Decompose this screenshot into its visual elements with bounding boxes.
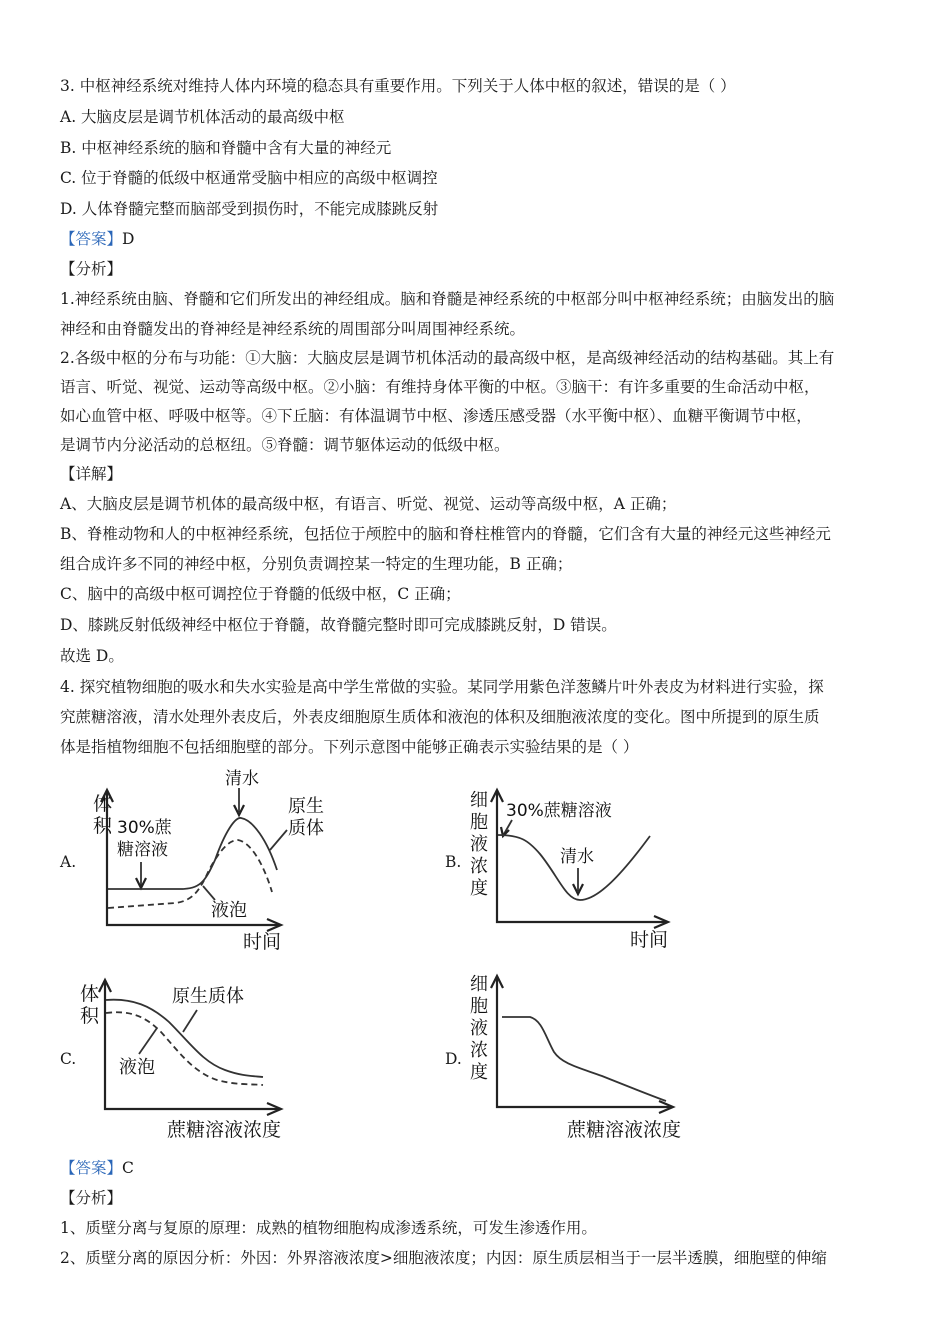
figure-c-ylabel: 积: [80, 1005, 100, 1027]
q4-analysis-line: 1、质壁分离与复原的原理：成熟的植物细胞构成渗透系统，可发生渗透作用。: [60, 1219, 597, 1237]
q3-detail-line: D、膝跳反射低级神经中枢位于脊髓，故脊髓完整时即可完成膝跳反射，D 错误。: [60, 616, 617, 634]
figure-c-label-protoplast: 原生质体: [172, 986, 244, 1007]
figure-a-ylabel: 积: [93, 815, 113, 837]
q3-option-b: B. 中枢神经系统的脑和脊髓中含有大量的神经元: [60, 139, 392, 157]
figure-d-ylabel: 度: [470, 1062, 488, 1083]
figure-a-annot-sucrose: 30%蔗: [117, 818, 172, 838]
q3-analysis-line: 语言、听觉、视觉、运动等高级中枢。②小脑：有维持身体平衡的中枢。③脑干：有许多重要的生命活动中枢，: [60, 378, 820, 396]
figure-d-xlabel: 蔗糖溶液浓度: [567, 1119, 682, 1141]
figure-c-label-vacuole: 液泡: [119, 1057, 155, 1078]
q4-answer: [60, 1158, 134, 1178]
figure-a-ylabel: 体: [93, 793, 113, 815]
answer-tag: 【答案】: [60, 1159, 123, 1177]
figure-a-pointer-vacuole: [203, 886, 215, 900]
figure-c-label: C.: [60, 1050, 77, 1068]
figure-c-pointer-protoplast: [183, 1010, 197, 1032]
answer-tag: 【答案】: [60, 230, 123, 248]
figure-b-curve: [498, 835, 650, 900]
q4-analysis-tag: 【分析】: [60, 1189, 123, 1207]
figure-a-annot-water: 清水: [225, 769, 259, 789]
q3-analysis-tag: 【分析】: [60, 260, 123, 278]
q3-analysis-line: 如心血管中枢、呼吸中枢等。④下丘脑：有体温调节中枢、渗透压感受器（水平衡中枢）、血糖平衡调节中枢，: [60, 407, 812, 425]
q4-stem-line: 究蔗糖溶液，清水处理外表皮后，外表皮细胞原生质体和液泡的体积及细胞液浓度的变化。图中所提到的原生质: [60, 708, 820, 726]
figure-d-label: D.: [445, 1050, 462, 1068]
figure-a-annot-sucrose: 糖溶液: [117, 840, 168, 860]
figure-d-ylabel: 液: [470, 1018, 488, 1039]
figure-b-ylabel: 浓: [470, 856, 488, 877]
figure-d-axes: [497, 976, 672, 1107]
answer-value: C: [122, 1159, 134, 1177]
q3-detail-line: B、脊椎动物和人的中枢神经系统，包括位于颅腔中的脑和脊柱椎管内的脊髓，它们含有大量的神经元这些神经元: [60, 525, 831, 543]
figure-d-ylabel: 浓: [470, 1040, 488, 1061]
figure-d-ylabel: 胞: [470, 996, 488, 1017]
q3-option-a: A. 大脑皮层是调节机体活动的最高级中枢: [60, 108, 345, 126]
q3-stem: 3. 中枢神经系统对维持人体内环境的稳态具有重要作用。下列关于人体中枢的叙述，错误的是（ ）: [60, 77, 736, 95]
q3-analysis-line: 1.神经系统由脑、脊髓和它们所发出的神经组成。脑和脊髓是神经系统的中枢部分叫中枢神经系统；由脑发出的脑: [60, 290, 835, 308]
figure-c-ylabel: 体: [80, 983, 100, 1005]
figure-a: [75, 770, 365, 955]
q3-detail-tag: 【详解】: [60, 465, 123, 483]
figure-a-label-protoplast: 原生: [288, 796, 324, 817]
answer-value: D: [122, 230, 135, 248]
figure-d-curve: [502, 1017, 666, 1101]
figure-c-pointer-vacuole: [139, 1028, 157, 1054]
figure-b-ylabel: 细: [470, 790, 488, 811]
figure-b-annot-sucrose: 30%蔗糖溶液: [506, 801, 612, 821]
figure-b: [462, 778, 682, 953]
q3-option-d: D. 人体脊髓完整而脑部受到损伤时，不能完成膝跳反射: [60, 200, 439, 218]
figure-b-label: B.: [445, 853, 462, 871]
q3-detail-line: 故选 D。: [60, 647, 124, 665]
figure-a-label-vacuole: 液泡: [211, 900, 247, 921]
figure-b-ylabel: 度: [470, 878, 488, 899]
figure-b-annot-water: 清水: [560, 847, 594, 867]
figure-b-xlabel: 时间: [630, 929, 669, 951]
q3-analysis-line: 2.各级中枢的分布与功能：①大脑：大脑皮层是调节机体活动的最高级中枢，是高级神经活动的结构基础。其上有: [60, 349, 835, 367]
q3-answer: [60, 229, 134, 249]
q3-option-c: C. 位于脊髓的低级中枢通常受脑中相应的高级中枢调控: [60, 169, 438, 187]
figure-b-ylabel: 胞: [470, 812, 488, 833]
figure-a-pointer-protoplast: [270, 830, 287, 850]
q4-stem-line: 4. 探究植物细胞的吸水和失水实验是高中学生常做的实验。某同学用紫色洋葱鳞片叶外表皮为材料进行实验，探: [60, 678, 824, 696]
q3-analysis-line: 神经和由脊髓发出的脊神经是神经系统的周围部分叫周围神经系统。: [60, 320, 526, 338]
figure-c-xlabel: 蔗糖溶液浓度: [167, 1119, 282, 1141]
q3-detail-line: 组合成许多不同的神经中枢，分别负责调控某一特定的生理功能，B 正确；: [60, 555, 573, 573]
q4-stem-line: 体是指植物细胞不包括细胞壁的部分。下列示意图中能够正确表示实验结果的是（ ）: [60, 738, 639, 756]
figure-a-label: A.: [60, 853, 77, 871]
q3-detail-line: C、脑中的高级中枢可调控位于脊髓的低级中枢，C 正确；: [60, 585, 461, 603]
figure-d: [462, 968, 692, 1143]
figure-b-ylabel: 液: [470, 834, 488, 855]
q3-detail-line: A、大脑皮层是调节机体的最高级中枢，有语言、听觉、视觉、运动等高级中枢，A 正确；: [60, 495, 677, 513]
figure-d-ylabel: 细: [470, 974, 488, 995]
q4-analysis-line: 2、质壁分离的原因分析：外因：外界溶液浓度>细胞液浓度；内因：原生质层相当于一层半透膜，细胞壁的伸缩: [60, 1249, 827, 1267]
q3-analysis-line: 是调节内分泌活动的总枢纽。⑤脊髓：调节躯体运动的低级中枢。: [60, 436, 510, 454]
figure-a-label-protoplast: 质体: [288, 818, 324, 839]
figure-c: [75, 968, 305, 1143]
figure-a-xlabel: 时间: [243, 931, 282, 953]
